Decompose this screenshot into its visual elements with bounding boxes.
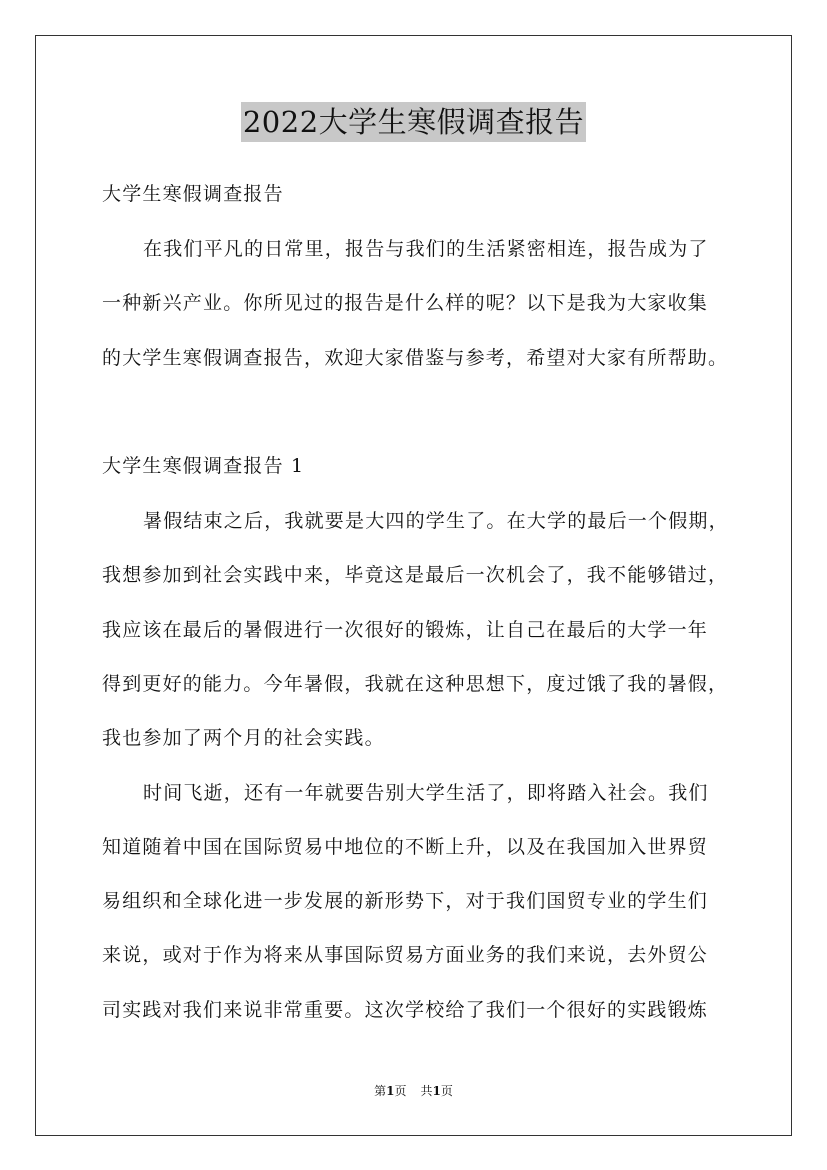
- paragraph-line: 得到更好的能力。今年暑假，我就在这种思想下，度过饿了我的暑假，: [102, 673, 729, 695]
- title-container: [0, 102, 827, 142]
- paragraph-line: 的大学生寒假调查报告，欢迎大家借鉴与参考，希望对大家有所帮助。: [102, 347, 729, 369]
- paragraph-line: 易组织和全球化进一步发展的新形势下，对于我们国贸专业的学生们: [102, 890, 709, 912]
- footer-total-suffix: 页: [440, 1084, 453, 1098]
- page-footer: [0, 1083, 827, 1099]
- footer-page-prefix: 第: [374, 1084, 387, 1098]
- paragraph-line: 我想参加到社会实践中来，毕竟这是最后一次机会了，我不能够错过，: [102, 564, 729, 586]
- footer-total-number: 1: [432, 1084, 441, 1098]
- document-title: 2022大学生寒假调查报告: [241, 102, 586, 142]
- paragraph-line: 在我们平凡的日常里，报告与我们的生活紧密相连，报告成为了: [143, 238, 709, 260]
- section-heading-intro: 大学生寒假调查报告: [102, 183, 284, 205]
- paragraph-line: 司实践对我们来说非常重要。这次学校给了我们一个很好的实践锻炼: [102, 999, 709, 1021]
- section-heading-1: 大学生寒假调查报告 1: [102, 455, 305, 477]
- footer-page-number: 1: [386, 1084, 395, 1098]
- paragraph-line: 我也参加了两个月的社会实践。: [102, 727, 385, 749]
- paragraph-line: 来说，或对于作为将来从事国际贸易方面业务的我们来说，去外贸公: [102, 944, 709, 966]
- footer-page-suffix: 页: [394, 1084, 407, 1098]
- paragraph-line: 知道随着中国在国际贸易中地位的不断上升，以及在我国加入世界贸: [102, 836, 709, 858]
- paragraph-line: 暑假结束之后，我就要是大四的学生了。在大学的最后一个假期，: [143, 510, 729, 532]
- paragraph-line: 我应该在最后的暑假进行一次很好的锻炼，让自己在最后的大学一年: [102, 619, 709, 641]
- paragraph-line: 一种新兴产业。你所见过的报告是什么样的呢？以下是我为大家收集: [102, 292, 709, 314]
- paragraph-line: 时间飞逝，还有一年就要告别大学生活了，即将踏入社会。我们: [143, 782, 709, 804]
- footer-total-prefix: 共: [420, 1084, 433, 1098]
